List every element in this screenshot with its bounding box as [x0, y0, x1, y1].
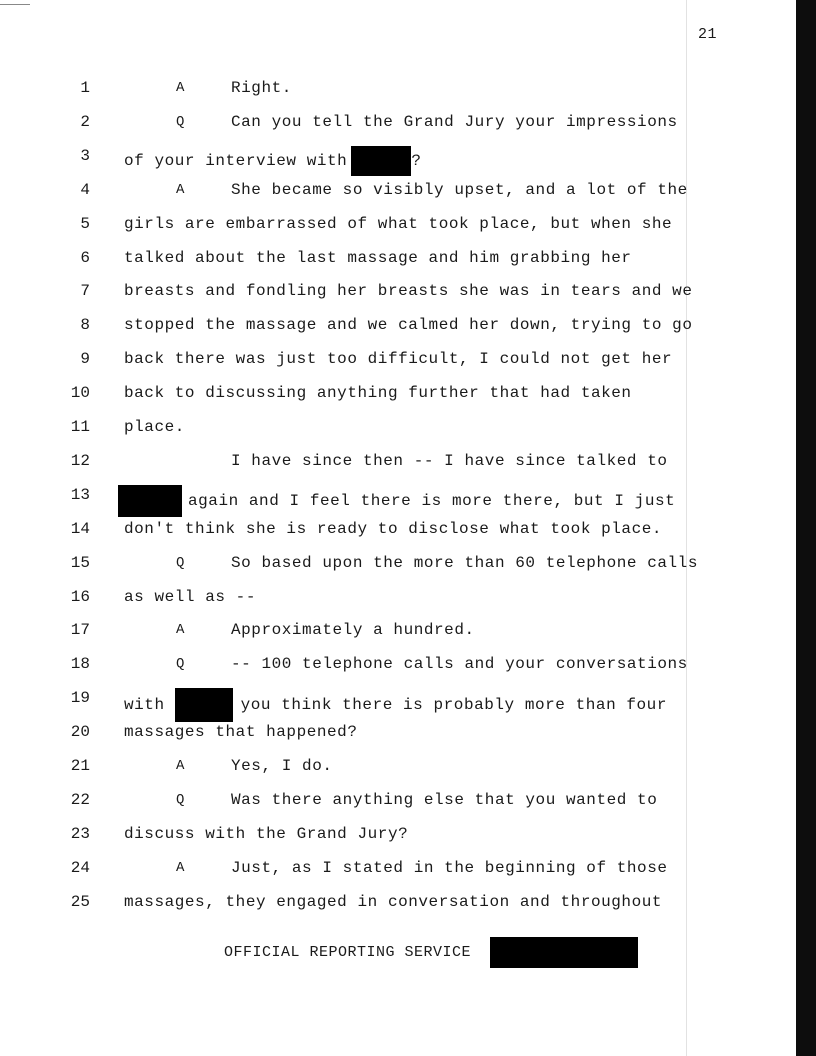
transcript-line — [0, 892, 760, 912]
line-text: don't think she is ready to disclose what took place. — [124, 519, 663, 538]
scan-edge — [796, 0, 816, 1056]
line-text: massages, they engaged in conversation and throughout — [124, 892, 663, 911]
line-text-wrap — [124, 248, 632, 268]
answer-marker: A — [176, 622, 185, 639]
line-text: Just, as I stated in the beginning of those — [231, 858, 668, 877]
line-number: 22 — [70, 790, 90, 809]
line-text-wrap — [124, 722, 358, 742]
transcript-line — [0, 214, 760, 234]
redaction-block — [118, 485, 182, 517]
transcript-line — [0, 112, 760, 132]
answer-marker: A — [176, 758, 185, 774]
transcript-line — [0, 349, 760, 369]
line-text-suffix: you think there is probably more than four — [240, 696, 667, 715]
line-text-wrap — [124, 383, 632, 403]
question-marker: Q — [176, 113, 185, 130]
line-text: I have since then -- I have since talked to — [231, 451, 668, 470]
transcript-line — [0, 858, 760, 878]
line-number: 5 — [80, 214, 90, 233]
transcript-line — [0, 790, 760, 810]
answer-marker: A — [176, 80, 185, 96]
line-number: 19 — [70, 689, 90, 708]
transcript-line — [0, 824, 760, 844]
line-text: She became so visibly upset, and a lot of the — [231, 180, 688, 199]
line-number: 3 — [80, 146, 90, 165]
line-number: 4 — [80, 180, 90, 199]
answer-marker: A — [176, 181, 185, 198]
line-number: 9 — [80, 350, 90, 369]
line-number: 13 — [70, 485, 90, 504]
line-text-wrap — [124, 485, 675, 517]
line-text: place. — [124, 418, 185, 436]
line-text-wrap — [124, 587, 256, 607]
line-text-wrap — [124, 417, 185, 437]
line-number: 18 — [70, 655, 90, 674]
transcript-line — [0, 417, 760, 437]
page-number: 21 — [698, 26, 718, 43]
redaction-block — [175, 688, 233, 722]
line-number: 14 — [70, 519, 90, 538]
line-text-wrap — [124, 824, 408, 844]
transcript-line — [0, 553, 760, 573]
answer-marker: A — [176, 859, 185, 876]
line-text: back there was just too difficult, I could not get her — [124, 350, 673, 369]
line-number: 21 — [70, 757, 90, 775]
line-number: 10 — [70, 384, 90, 403]
transcript-line — [0, 587, 760, 607]
line-number: 24 — [70, 858, 90, 877]
footer-redaction — [490, 937, 638, 968]
line-text: as well as -- — [124, 587, 256, 606]
question-marker: Q — [176, 554, 185, 571]
transcript-line — [0, 688, 760, 715]
transcript-line — [0, 451, 760, 471]
line-text-wrap — [124, 519, 662, 539]
line-text-wrap — [124, 688, 667, 722]
line-text: girls are embarrassed of what took place, but when she — [124, 214, 673, 233]
line-number: 25 — [70, 892, 90, 911]
transcript-line — [0, 248, 760, 268]
line-text: Can you tell the Grand Jury your impressions — [231, 112, 678, 131]
transcript-line — [0, 756, 760, 776]
line-number: 2 — [80, 112, 90, 131]
line-text-wrap — [124, 146, 422, 176]
line-number: 17 — [70, 621, 90, 640]
line-text: Yes, I do. — [231, 757, 333, 775]
line-text: again and I feel there is more there, but I just — [188, 492, 676, 511]
line-number: 1 — [80, 79, 90, 97]
line-text-wrap — [124, 349, 672, 369]
redaction-block — [351, 146, 411, 176]
line-text: back to discussing anything further that had taken — [124, 384, 632, 403]
transcript-line — [0, 180, 760, 200]
transcript-line — [0, 383, 760, 403]
line-text: So based upon the more than 60 telephone calls — [231, 553, 698, 572]
scan-mark — [0, 4, 30, 5]
line-text: -- 100 telephone calls and your conversations — [231, 655, 688, 674]
line-text: breasts and fondling her breasts she was in tears and we — [124, 282, 693, 301]
line-number: 8 — [80, 316, 90, 335]
line-text: Was there anything else that you wanted to — [231, 790, 658, 809]
transcript-line — [0, 722, 760, 742]
question-marker: Q — [176, 656, 185, 673]
line-text: of your interview with — [124, 152, 348, 171]
line-number: 11 — [70, 418, 90, 436]
line-text-wrap — [231, 451, 668, 471]
line-number: 12 — [70, 451, 90, 470]
transcript-line — [0, 485, 760, 511]
transcript-line — [0, 315, 760, 335]
line-number: 6 — [80, 248, 90, 267]
line-text: Right. — [231, 79, 292, 97]
footer-reporting-service: OFFICIAL REPORTING SERVICE — [224, 944, 472, 961]
line-text-suffix: ? — [411, 152, 422, 171]
transcript-line — [0, 281, 760, 301]
transcript-line — [0, 620, 760, 640]
transcript-line — [0, 519, 760, 539]
transcript-line — [0, 78, 760, 98]
line-number: 15 — [70, 553, 90, 572]
question-marker: Q — [176, 791, 185, 808]
transcript-line — [0, 146, 760, 171]
line-text-wrap — [124, 892, 662, 912]
line-text: with — [124, 696, 165, 715]
line-number: 23 — [70, 824, 90, 843]
line-text-wrap — [124, 214, 672, 234]
line-text-wrap — [124, 281, 693, 301]
line-number: 20 — [70, 723, 90, 742]
line-text-wrap — [124, 315, 693, 335]
transcript-line — [0, 654, 760, 674]
line-text: stopped the massage and we calmed her down, trying to go — [124, 316, 693, 335]
line-text: discuss with the Grand Jury? — [124, 824, 409, 843]
line-text: talked about the last massage and him grabbing her — [124, 248, 632, 267]
line-number: 7 — [80, 282, 90, 301]
line-text: Approximately a hundred. — [231, 621, 475, 640]
line-number: 16 — [70, 587, 90, 606]
line-text: massages that happened? — [124, 723, 358, 742]
